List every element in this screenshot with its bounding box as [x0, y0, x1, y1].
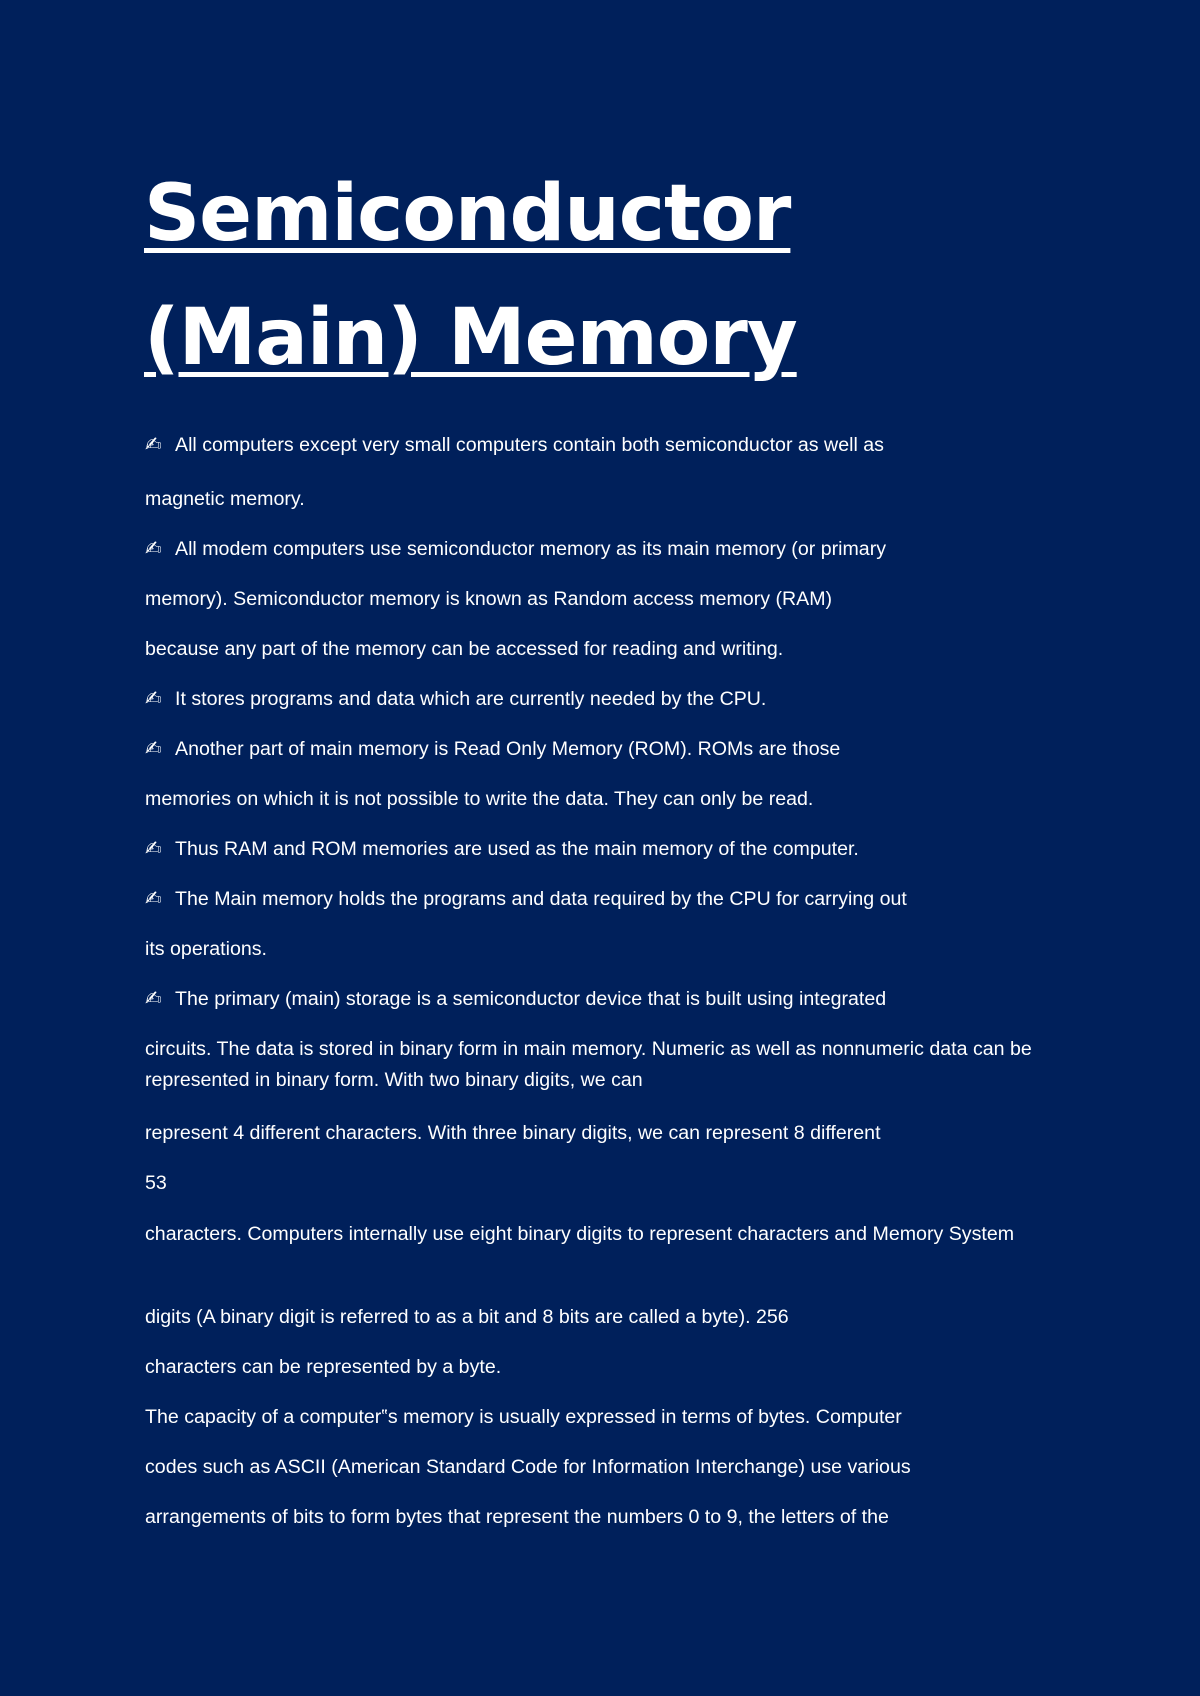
writing-hand-icon: ✍ — [145, 688, 162, 710]
paragraph-line — [145, 1305, 789, 1329]
page-title: Semiconductor (Main) Memory — [144, 169, 797, 383]
line-text: memories on which it is not possible to write the data. They can only be read. — [145, 788, 814, 810]
writing-hand-icon: ✍ — [145, 434, 162, 456]
line-text: because any part of the memory can be accessed for reading and writing. — [145, 638, 784, 660]
paragraph-line — [145, 1034, 1085, 1096]
paragraph-line — [145, 1219, 1085, 1250]
line-text: It stores programs and data which are currently needed by the CPU. — [175, 688, 767, 710]
line-text: circuits. The data is stored in binary form in main memory. Numeric as well as nonnumeric data can be represented in binary form. With two binary digits, we can — [145, 1038, 1032, 1091]
line-text: The primary (main) storage is a semiconductor device that is built using integrated — [175, 988, 887, 1010]
paragraph-line — [145, 1455, 911, 1479]
writing-hand-icon: ✍ — [145, 538, 162, 560]
line-text: arrangements of bits to form bytes that represent the numbers 0 to 9, the letters of the — [145, 1506, 889, 1528]
line-text: All computers except very small computers contain both semiconductor as well as — [175, 434, 884, 456]
paragraph-line — [145, 687, 766, 711]
line-text: characters. Computers internally use eight binary digits to represent characters and Memory System — [145, 1223, 1015, 1245]
paragraph-line — [145, 987, 886, 1011]
line-text: represent 4 different characters. With three binary digits, we can represent 8 different — [145, 1122, 881, 1144]
writing-hand-icon: ✍ — [145, 738, 162, 760]
paragraph-line — [145, 937, 267, 961]
paragraph-line — [145, 637, 783, 661]
line-text: The Main memory holds the programs and data required by the CPU for carrying out — [175, 888, 907, 910]
writing-hand-icon: ✍ — [145, 988, 162, 1010]
line-text: its operations. — [145, 938, 267, 960]
paragraph-line — [145, 1121, 881, 1145]
paragraph-line — [145, 1405, 902, 1429]
paragraph-line — [145, 737, 840, 761]
writing-hand-icon: ✍ — [145, 888, 162, 910]
line-text: Thus RAM and ROM memories are used as the main memory of the computer. — [175, 838, 859, 860]
paragraph-line — [145, 487, 305, 511]
line-text: magnetic memory. — [145, 488, 305, 510]
line-text: Another part of main memory is Read Only Memory (ROM). ROMs are those — [175, 738, 841, 760]
paragraph-line — [145, 587, 832, 611]
line-text: 53 — [145, 1172, 167, 1194]
line-text: The capacity of a computer‟s memory is usually expressed in terms of bytes. Computer — [145, 1406, 902, 1428]
line-text: All modem computers use semiconductor memory as its main memory (or primary — [175, 538, 887, 560]
paragraph-line — [145, 537, 886, 561]
writing-hand-icon: ✍ — [145, 838, 162, 860]
paragraph-line — [145, 787, 813, 811]
line-text: memory). Semiconductor memory is known as Random access memory (RAM) — [145, 588, 833, 610]
line-text: digits (A binary digit is referred to as a bit and 8 bits are called a byte). 256 — [145, 1306, 789, 1328]
paragraph-line — [145, 1355, 501, 1379]
paragraph-line — [145, 433, 884, 457]
paragraph-line — [145, 837, 859, 861]
paragraph-line — [145, 1505, 889, 1529]
paragraph-line — [145, 887, 907, 911]
line-text: characters can be represented by a byte. — [145, 1356, 502, 1378]
line-text: codes such as ASCII (American Standard Code for Information Interchange) use various — [145, 1456, 911, 1478]
page-number — [145, 1171, 167, 1195]
